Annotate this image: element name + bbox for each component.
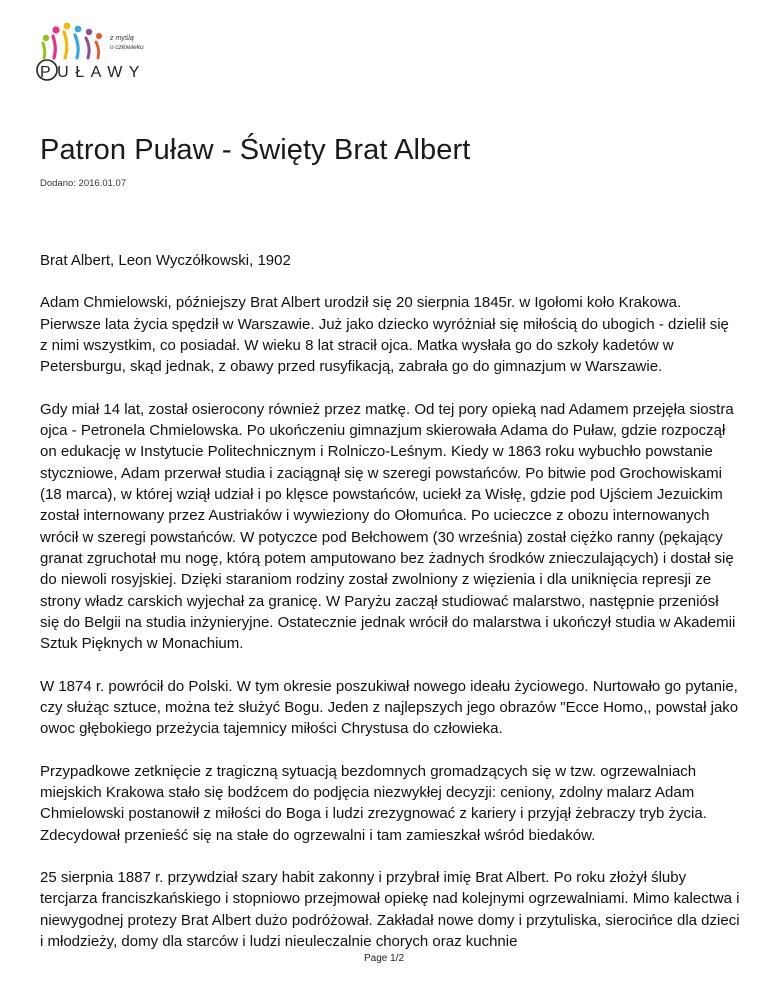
article-paragraph: W 1874 r. powrócił do Polski. W tym okresie poszukiwał nowego ideału życiowego. Nurtowało go pytanie, czy służąc sztuce, można też służyć Bogu. Jeden z najlepszych jego obrazów "Ecce Homo,, powstał jako owoc głębokiego przeżycia tajemnicy miłości Chrystusa do człowieka. [40,677,739,738]
site-logo[interactable] [34,16,154,88]
page-title: Patron Puław - Święty Brat Albert [40,134,471,166]
article-paragraph: Przypadkowe zetknięcie z tragiczną sytuacją bezdomnych gromadzących się w tzw. ogrzewalniach miejskich Krakowa stało się bodźcem do podjęcia niezwykłej decyzji: ceniony, zdolny malarz Adam Chmielowski postanowił z miłości do Boga i ludzi zrezygnować z kariery i przyjął żebraczy tryb życia. Zdecydował przenieść się na stałe do ogrzewalni i tam zamieszkał wśród biedaków. [40,762,707,844]
article-paragraph: Adam Chmielowski, późniejszy Brat Albert urodził się 20 sierpnia 1845r. w Igołomi koło Krakowa. Pierwsze lata życia spędził w Warszawie. Już jako dziecko wyróżniał się miłością do ubogich - dzielił się z nimi wszystkim, co posiadał. W wieku 8 lat stracił ojca. Matka wysłała go do szkoły kadetów w Petersburgu, skąd jednak, z obawy przed rusyfikacją, zabrała go do gimnazjum w Warszawie. [40,294,729,376]
article-paragraph: 25 sierpnia 1887 r. przywdział szary habit zakonny i przybrał imię Brat Albert. Po roku złożył śluby tercjarza franciszkańskiego i stopniowo przejmował opiekę nad kolejnymi ogrzewalniami. Mimo kalectwa i niewygodnej protezy Brat Albert dużo podróżował. Zakładał nowe domy i przytuliska, sierocińce dla dzieci i młodzieży, domy dla starców i ludzi nieuleczalnie chorych oraz kuchnie [40,869,740,950]
logo-tagline-2: o człowieku [110,44,144,51]
article-body [40,250,740,973]
logo-tagline-1: z myślą [110,35,134,42]
article-paragraph: Gdy miał 14 lat, został osierocony również przez matkę. Od tej pory opieką nad Adamem przejęła siostra ojca - Petronela Chmielowska. Po ukończeniu gimnazjum skierowała Adama do Puław, gdzie rozpoczął on edukację w Instytucie Politechnicznym i Rolniczo-Leśnym. Kiedy w 1863 roku wybuchło powstanie styczniowe, Adam przerwał studia i zaciągnął się w szeregi powstańców. Po bitwie pod Grochowiskami (18 marca), w której wziął udział i po klęsce powstańców, uciekł za Wisłę, gdzie pod Ujściem Jezuickim został internowany przez Austriaków i wywieziony do Ołomuńca. Po ucieczce z obozu internowanych wrócił w szeregi powstańców. W potyczce pod Bełchowem (30 września) został ciężko ranny (pękający granat zgruchotał mu nogę, którą potem amputowano bez żadnych środków znieczulających) i dostał się do niewoli rosyjskiej. Dzięki staraniom rodziny został zwolniony z więzienia i dla uniknięcia represji ze strony władz carskich wyjechał za granicę. W Paryżu zaczął studiować malarstwo, następnie przeniósł się do Belgii na studia inżynieryjne. Ostatecznie jednak wrócił do malarstwa i ukończył studia w Akademii Sztuk Pięknych w Monachium. [40,400,736,653]
logo-graphic [34,16,154,88]
page-number: Page 1/2 [363,953,405,964]
logo-wordmark: PUŁAWY [40,64,146,81]
publish-date: Dodano: 2016.01.07 [40,178,127,189]
article-paragraph-caption: Brat Albert, Leon Wyczółkowski, 1902 [40,252,291,269]
logo-figures-icon [43,23,102,58]
